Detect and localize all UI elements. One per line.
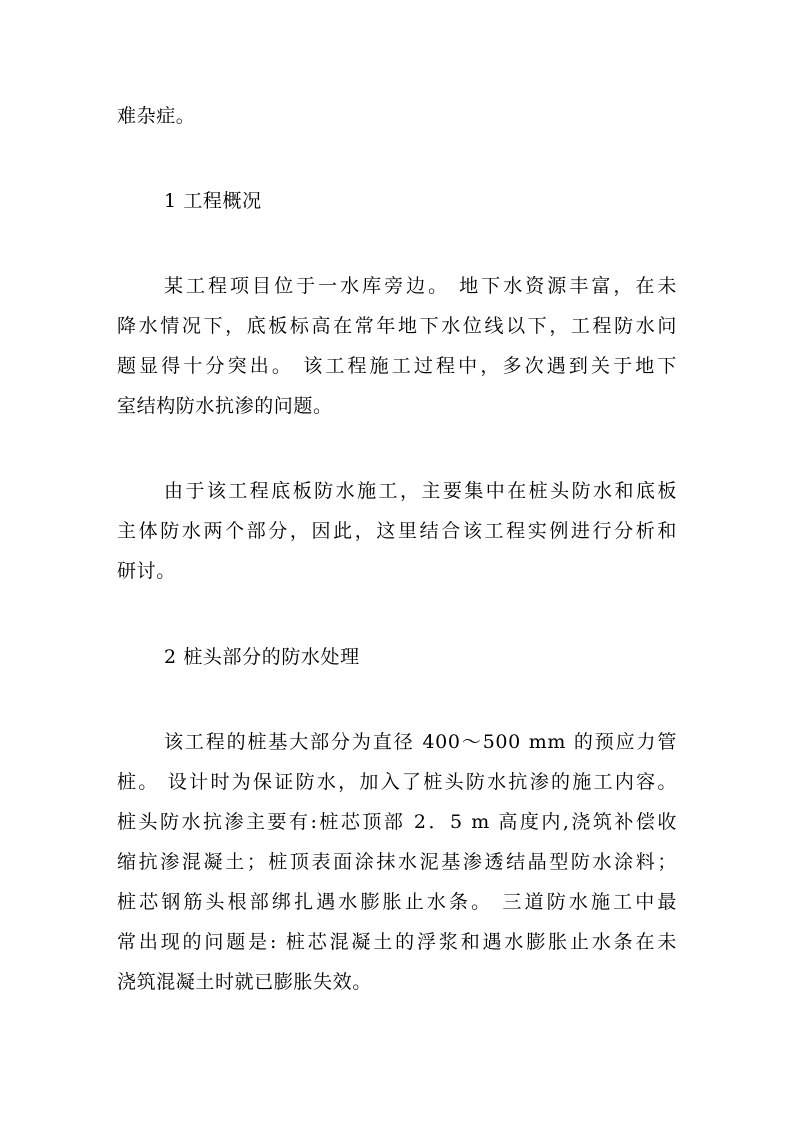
section-heading: 1 工程概况 [164,190,262,212]
text-line: 该工程的桩基大部分为直径 400～500 mm 的预应力管 [164,731,677,753]
section-heading: 2 桩头部分的防水处理 [164,646,360,668]
text-line: 某工程项目位于一水库旁边。 地下水资源丰富，在未 [164,275,677,297]
text-line: 桩芯钢筋头根部绑扎遇水膨胀止水条。 三道防水施工中最 [117,891,677,913]
text-line: 桩。 设计时为保证防水，加入了桩头防水抗渗的施工内容。 [117,771,677,793]
text-line: 室结构防水抗渗的问题。 [117,395,333,417]
text-line: 由于该工程底板防水施工，主要集中在桩头防水和底板 [164,480,677,502]
text-line: 桩头防水抗渗主要有:桩芯顶部 2．5 m 高度内,浇筑补偿收 [117,811,677,833]
text-line: 难杂症。 [117,105,196,127]
text-line: 研讨。 [117,560,176,582]
text-line: 浇筑混凝土时就已膨胀失效。 [117,971,372,993]
text-line: 常出现的问题是: 桩芯混凝土的浮浆和遇水膨胀止水条在未 [117,931,677,953]
text-line: 题显得十分突出。 该工程施工过程中，多次遇到关于地下 [117,355,677,377]
text-line: 降水情况下，底板标高在常年地下水位线以下，工程防水问 [117,315,677,337]
text-line: 主体防水两个部分，因此，这里结合该工程实例进行分析和 [117,520,677,542]
text-line: 缩抗渗混凝土；桩顶表面涂抹水泥基渗透结晶型防水涂料； [117,851,677,873]
